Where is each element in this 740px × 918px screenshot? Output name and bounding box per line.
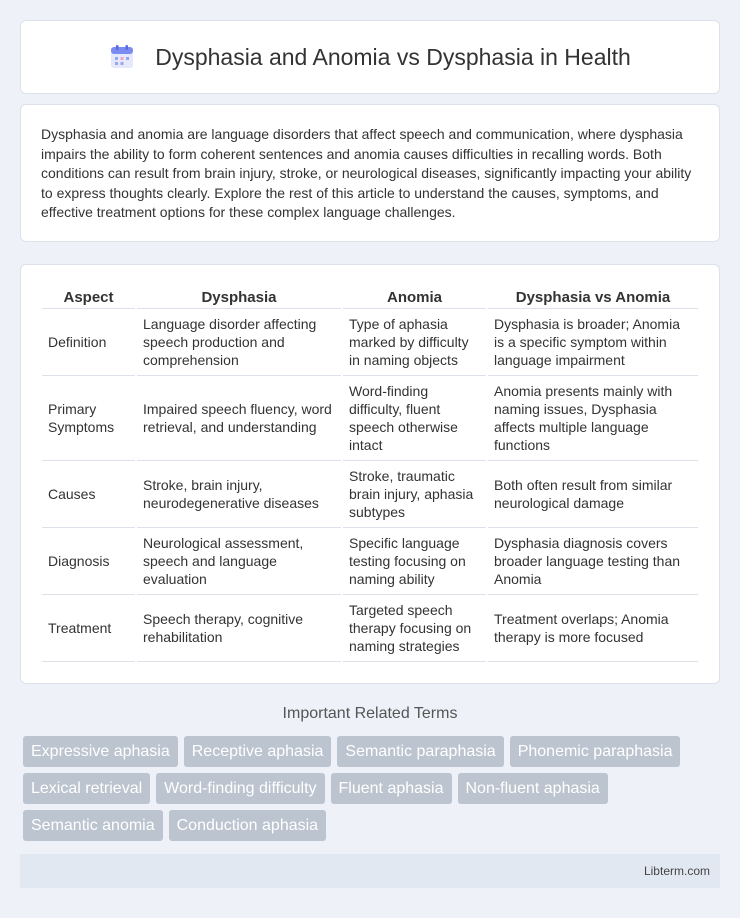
- related-term-tag[interactable]: Fluent aphasia: [331, 773, 452, 804]
- comparison-table: [42, 285, 698, 662]
- table-cell: Speech therapy, cognitive rehabilitation: [136, 595, 342, 662]
- table-cell: Both often result from similar neurological damage: [487, 461, 698, 528]
- table-cell: Treatment overlaps; Anomia therapy is more focused: [487, 595, 698, 662]
- related-term-tag[interactable]: Word-finding difficulty: [156, 773, 324, 804]
- related-term-tag[interactable]: Expressive aphasia: [23, 736, 178, 767]
- table-cell: Neurological assessment, speech and language evaluation: [136, 528, 342, 595]
- table-cell: Stroke, brain injury, neurodegenerative diseases: [136, 461, 342, 528]
- table-cell: Dysphasia diagnosis covers broader language testing than Anomia: [487, 528, 698, 595]
- intro-text: Dysphasia and anomia are language disorders that affect speech and communication, where dysphasia impairs the ability to form coherent sentences and anomia causes difficulties in recalling words. Both conditions can result from brain injury, stroke, or neurological diseases, significantly impacting your ability to express thoughts clearly. Explore the rest of this article to understand the causes, symptoms, and effective treatment options for these complex language challenges.: [41, 126, 692, 221]
- table-row: [42, 376, 698, 461]
- table-cell: Causes: [42, 461, 136, 528]
- footer: [20, 854, 720, 888]
- table-cell: Targeted speech therapy focusing on naming strategies: [342, 595, 487, 662]
- table-cell: Diagnosis: [42, 528, 136, 595]
- table-cell: Definition: [42, 309, 136, 376]
- table-cell: Impaired speech fluency, word retrieval, and understanding: [136, 376, 342, 461]
- table-row: [42, 309, 698, 376]
- table-cell: Primary Symptoms: [42, 376, 136, 461]
- footer-site-link[interactable]: Libterm.com: [643, 864, 710, 878]
- header-comparison: Dysphasia vs Anomia: [487, 285, 698, 309]
- table-cell: Specific language testing focusing on naming ability: [342, 528, 487, 595]
- table-cell: Treatment: [42, 595, 136, 662]
- header-dysphasia: Dysphasia: [136, 285, 342, 309]
- related-term-tag[interactable]: Non-fluent aphasia: [458, 773, 608, 804]
- related-terms-list: [23, 736, 723, 847]
- table-cell: Word-finding difficulty, fluent speech otherwise intact: [342, 376, 487, 461]
- table-header-row: [42, 285, 698, 309]
- header-anomia: Anomia: [342, 285, 487, 309]
- header-aspect: Aspect: [42, 285, 136, 309]
- intro-card: [20, 104, 720, 242]
- table-row: [42, 595, 698, 662]
- table-cell: Type of aphasia marked by difficulty in naming objects: [342, 309, 487, 376]
- calendar-icon: [109, 44, 135, 70]
- related-terms-title: Important Related Terms: [282, 705, 458, 722]
- table-cell: Stroke, traumatic brain injury, aphasia subtypes: [342, 461, 487, 528]
- header-card: [20, 20, 720, 94]
- table-row: [42, 528, 698, 595]
- related-term-tag[interactable]: Conduction aphasia: [169, 810, 326, 841]
- comparison-card: [20, 264, 720, 684]
- related-term-tag[interactable]: Lexical retrieval: [23, 773, 150, 804]
- page-title: Dysphasia and Anomia vs Dysphasia in Health: [155, 43, 631, 70]
- table-cell: Anomia presents mainly with naming issues, Dysphasia affects multiple language functions: [487, 376, 698, 461]
- related-term-tag[interactable]: Semantic anomia: [23, 810, 163, 841]
- related-term-tag[interactable]: Receptive aphasia: [184, 736, 332, 767]
- table-cell: Dysphasia is broader; Anomia is a specific symptom within language impairment: [487, 309, 698, 376]
- related-term-tag[interactable]: Phonemic paraphasia: [510, 736, 681, 767]
- table-row: [42, 461, 698, 528]
- table-cell: Language disorder affecting speech production and comprehension: [136, 309, 342, 376]
- related-term-tag[interactable]: Semantic paraphasia: [337, 736, 503, 767]
